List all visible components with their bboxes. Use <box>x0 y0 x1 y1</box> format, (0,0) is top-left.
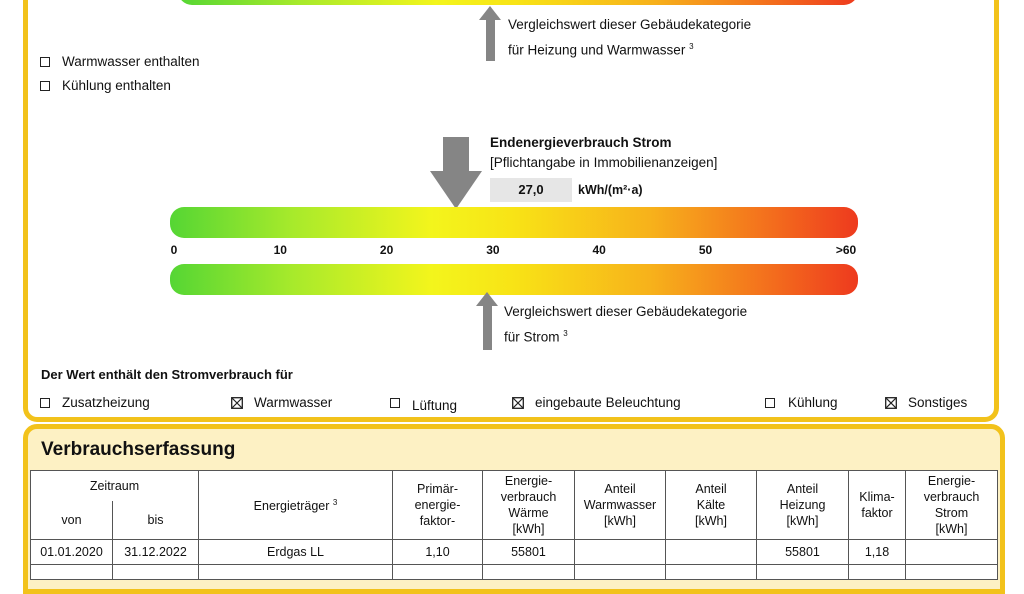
cell-climate-factor: 1,18 <box>849 540 906 565</box>
heat-comparison-label: Vergleichswert dieser Gebäudekategorie für Heizung und Warmwasser $^3$ <box>508 17 752 58</box>
cell-hot-water-share <box>575 540 666 565</box>
consumption-table <box>30 470 998 580</box>
cold-share-header: Anteil Kälte [kWh] <box>666 471 757 540</box>
heat-comparison-arrow-stem <box>486 19 495 61</box>
cell-carrier: Erdgas LL <box>199 540 393 565</box>
hot-water-checkbox-checked[interactable] <box>231 397 243 409</box>
heating-share-header: Anteil Heizung [kWh] <box>757 471 849 540</box>
cell-primary-factor: 1,10 <box>393 540 483 565</box>
electricity-scale-bar-lower <box>170 264 858 295</box>
table-row <box>31 540 998 565</box>
other-checkbox-checked[interactable] <box>885 397 897 409</box>
includes-heading: Der Wert enthält den Stromverbrauch für <box>41 367 293 382</box>
cell-heat-consumption: 55801 <box>483 540 575 565</box>
hot-water-label: Warmwasser <box>254 395 333 410</box>
to-header: bis <box>113 501 199 540</box>
period-header: Zeitraum <box>31 471 199 502</box>
electricity-indicator-arrow-icon <box>430 137 482 209</box>
scale-tick-label: 10 <box>273 243 287 257</box>
electricity-scale-bar-upper <box>170 207 858 238</box>
electricity-comparison-arrow-stem <box>483 305 492 350</box>
from-header: von <box>31 501 113 540</box>
table-header-row <box>31 471 998 502</box>
hot-water-included-label: Warmwasser enthalten <box>62 54 200 69</box>
electricity-subtitle: [Pflichtangabe in Immobilienanzeigen] <box>490 155 718 170</box>
scale-tick-label: 0 <box>170 243 178 257</box>
consumption-section-title: Verbrauchserfassung <box>41 439 236 460</box>
built-in-lighting-label: eingebaute Beleuchtung <box>535 395 681 410</box>
carrier-header: Energieträger $^3$ <box>199 471 393 540</box>
cooling-included-checkbox[interactable] <box>40 81 50 91</box>
ventilation-label: Lüftung <box>412 398 458 413</box>
scale-tick-label: 50 <box>698 243 713 257</box>
heat-comparison-arrow-icon <box>479 6 501 20</box>
primary-factor-header: Primär- energie- faktor- <box>393 471 483 540</box>
heat-scale-bar-lower <box>178 0 858 5</box>
electricity-consumption-header: Energie- verbrauch Strom [kWh] <box>906 471 998 540</box>
cell-cold-share <box>666 540 757 565</box>
electricity-value: 27,0 <box>490 178 572 202</box>
auxiliary-heating-checkbox[interactable] <box>40 398 50 408</box>
scale-tick-label: >60 <box>835 243 857 257</box>
ventilation-checkbox[interactable] <box>390 398 400 408</box>
heat-consumption-header: Energie- verbrauch Wärme [kWh] <box>483 471 575 540</box>
electricity-unit: kWh/(m²·a) <box>578 183 643 197</box>
cell-from: 01.01.2020 <box>31 540 113 565</box>
climate-factor-header: Klima- faktor <box>849 471 906 540</box>
hot-water-share-header: Anteil Warmwasser [kWh] <box>575 471 666 540</box>
cell-to: 31.12.2022 <box>113 540 199 565</box>
cooling-label: Kühlung <box>788 395 838 410</box>
electricity-title: Endenergieverbrauch Strom <box>490 135 672 150</box>
cell-electricity-consumption <box>906 540 998 565</box>
scale-tick-label: 30 <box>486 243 500 257</box>
built-in-lighting-checkbox-checked[interactable] <box>512 397 524 409</box>
hot-water-included-checkbox[interactable] <box>40 57 50 67</box>
scale-tick-label: 40 <box>592 243 606 257</box>
other-label: Sonstiges <box>908 395 968 410</box>
cooling-included-label: Kühlung enthalten <box>62 78 171 93</box>
auxiliary-heating-label: Zusatzheizung <box>62 395 150 410</box>
electricity-comparison-label: Vergleichswert dieser Gebäudekategorie für Strom $^3$ <box>504 304 748 345</box>
scale-tick-label: 20 <box>379 243 394 257</box>
cell-heating-share: 55801 <box>757 540 849 565</box>
electricity-comparison-arrow-icon <box>476 292 498 306</box>
cooling-checkbox[interactable] <box>765 398 775 408</box>
table-row-empty <box>31 565 998 580</box>
